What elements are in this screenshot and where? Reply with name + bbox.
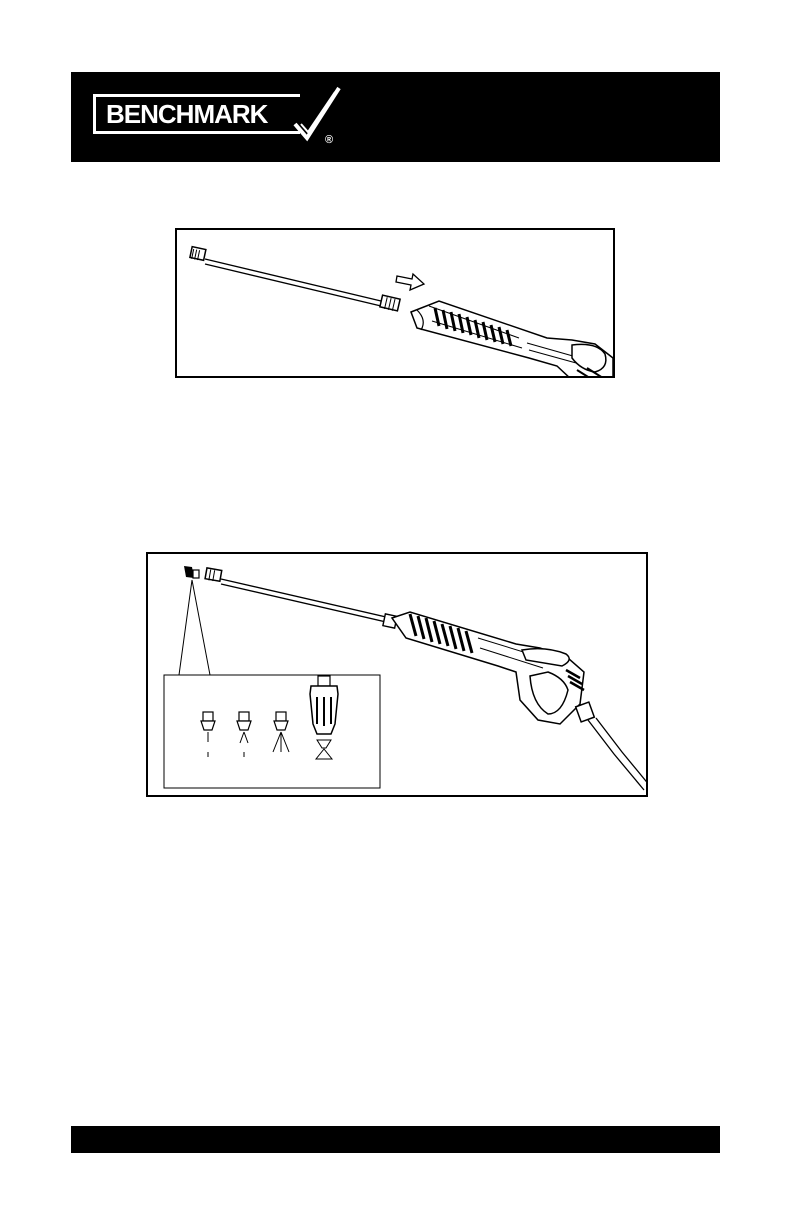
spray-gun-icon — [392, 612, 584, 724]
quick-connect-nozzle-icon — [184, 566, 199, 578]
spray-wand-icon — [190, 247, 400, 311]
footer-band — [71, 1126, 720, 1153]
spray-wand-icon — [205, 568, 397, 628]
figure-nozzle-tips — [146, 552, 648, 797]
callout-lines — [179, 580, 210, 675]
checkmark-icon — [293, 82, 343, 142]
header-band — [71, 72, 720, 162]
registered-mark: ® — [325, 134, 334, 146]
figure-wand-assembly — [175, 228, 615, 378]
nozzle-tips-drawing — [148, 554, 648, 797]
logo-text: BENCHMARK — [106, 99, 268, 129]
brand-logo — [93, 94, 334, 146]
spray-gun-icon — [411, 301, 613, 378]
wand-assembly-drawing — [177, 230, 615, 378]
nozzle-inset-box — [164, 675, 380, 788]
hose-icon — [576, 702, 648, 790]
arrow-right-icon — [396, 274, 424, 290]
